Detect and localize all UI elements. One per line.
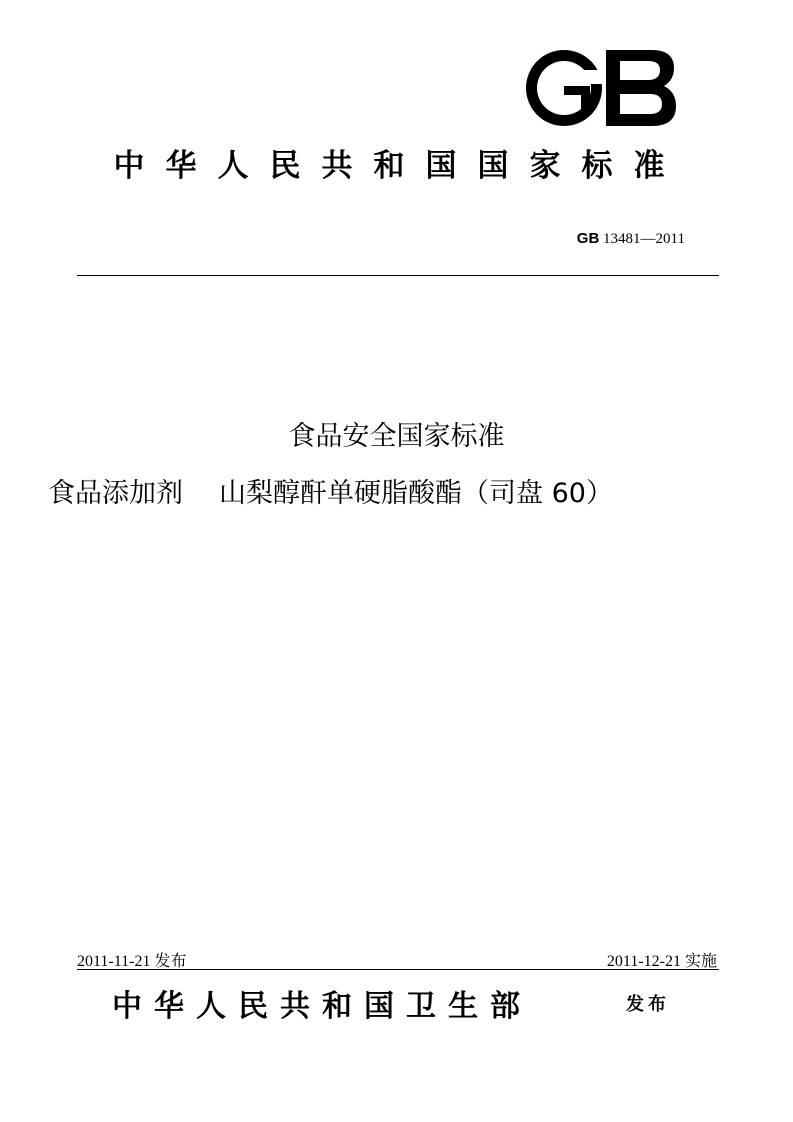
country-standard-title: 中华人民共和国国家标准 [113, 148, 686, 184]
issuer-name: 中华人民共和国卫生部 [112, 989, 532, 1024]
bottom-divider [77, 969, 719, 970]
title-substance: 山梨醇酐单硬脂酸酯（司盘 60） [219, 478, 613, 509]
document-title-line1: 食品安全国家标准 [288, 421, 505, 452]
document-title-line2 [48, 471, 748, 510]
issuer-suffix: 发布 [626, 994, 670, 1015]
implementation-date: 2011-12-21 实施 [606, 953, 717, 970]
standard-code: 13481—2011 [603, 231, 685, 247]
top-divider [77, 275, 719, 276]
title-category: 食品添加剂 [48, 478, 183, 509]
standard-prefix: GB [576, 230, 600, 247]
gb-logo [524, 48, 676, 128]
standard-number [577, 230, 685, 248]
issue-date: 2011-11-21 发布 [77, 953, 187, 970]
